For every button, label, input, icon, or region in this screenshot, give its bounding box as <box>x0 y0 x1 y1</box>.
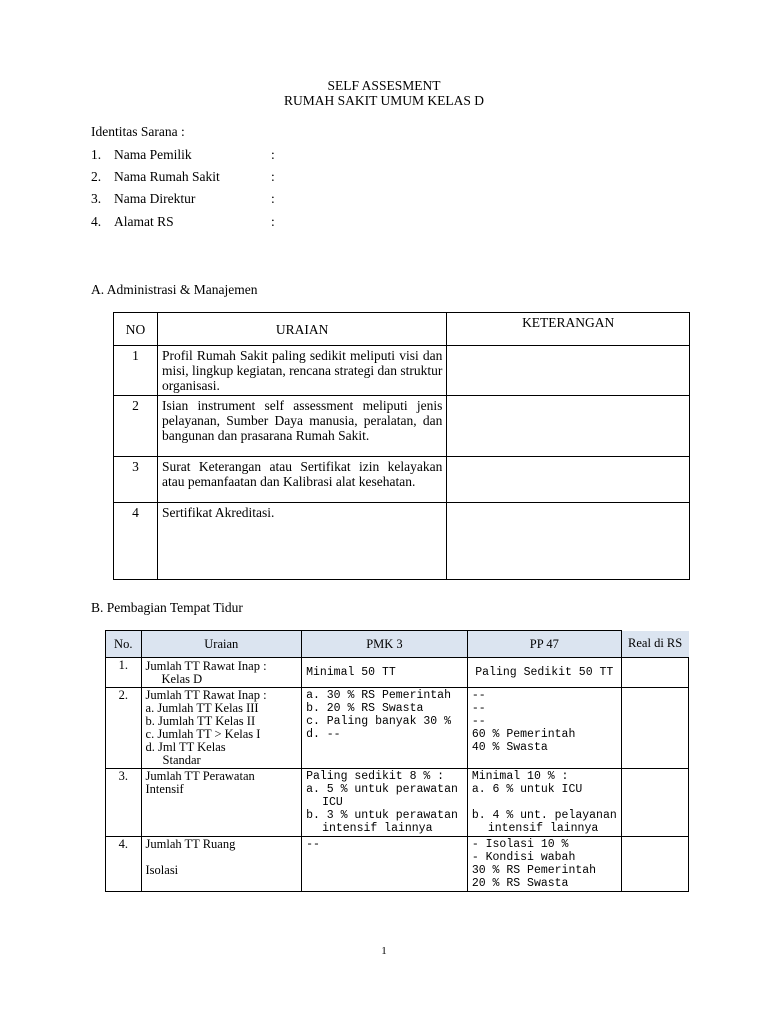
cell-line: Jumlah TT Ruang <box>145 837 236 851</box>
identity-label: Alamat RS <box>114 214 174 229</box>
identity-colon: : <box>271 191 275 206</box>
column-header-real: Real di RS <box>621 631 688 658</box>
identity-number: 4. <box>91 214 102 229</box>
cell-line: b. 20 % RS Swasta <box>306 702 424 715</box>
row-number: 4 <box>114 503 158 580</box>
table-row <box>114 346 690 396</box>
cell-line: a. 30 % RS Pemerintah <box>306 689 451 702</box>
row-pmk <box>302 658 468 688</box>
document-title-line1: SELF ASSESMENT <box>327 78 441 93</box>
table-header-row <box>106 631 689 658</box>
column-header-uraian: Uraian <box>141 631 302 658</box>
row-pp <box>467 658 621 688</box>
cell-line: 40 % Swasta <box>471 741 548 754</box>
row-number: 1. <box>106 658 142 688</box>
identity-number: 3. <box>91 191 102 206</box>
row-pp <box>467 769 621 837</box>
row-keterangan <box>447 396 690 457</box>
cell-line: Isolasi <box>145 863 179 877</box>
cell-line: d. Jml TT Kelas <box>145 740 226 754</box>
row-number: 3 <box>114 457 158 503</box>
cell-line <box>472 796 617 809</box>
identity-label: Nama Direktur <box>114 191 196 206</box>
row-uraian <box>141 688 302 769</box>
cell-line: Minimal 10 % : <box>471 770 569 783</box>
cell-line: Jumlah TT Perawatan <box>145 769 255 783</box>
cell-line: -- <box>471 715 486 728</box>
row-real <box>621 658 688 688</box>
column-header-uraian: URAIAN <box>157 313 446 346</box>
column-header-keterangan: KETERANGAN <box>447 313 690 346</box>
table-row <box>114 503 690 580</box>
row-uraian <box>141 837 302 892</box>
column-header-no: NO <box>114 313 158 346</box>
cell-line: -- <box>471 702 486 715</box>
cell-line: a. 5 % untuk perawatan <box>306 783 458 796</box>
cell-line: -- <box>471 689 486 702</box>
cell-line: a. 6 % untuk ICU <box>471 783 583 796</box>
table-row <box>114 457 690 503</box>
cell-line: Jumlah TT Rawat Inap : <box>145 688 267 702</box>
row-number: 3. <box>106 769 142 837</box>
identity-colon: : <box>271 147 275 162</box>
cell-line: 30 % RS Pemerintah <box>471 864 597 877</box>
cell-line: - Kondisi wabah <box>471 851 576 864</box>
cell-line: d. -- <box>306 728 341 741</box>
page-number: 1 <box>381 945 387 957</box>
identity-colon: : <box>271 214 275 229</box>
identity-label: Nama Rumah Sakit <box>114 169 220 184</box>
column-header-pmk: PMK 3 <box>302 631 468 658</box>
row-uraian: Profil Rumah Sakit paling sedikit meliputi visi dan misi, lingkup kegiatan, rencana strategi dan struktur organisasi. <box>157 346 446 396</box>
cell-line: Minimal 50 TT <box>306 666 396 679</box>
identity-heading: Identitas Sarana : <box>91 124 185 139</box>
document-title-line2: RUMAH SAKIT UMUM KELAS D <box>283 93 484 108</box>
row-pmk <box>302 688 468 769</box>
cell-line: intensif lainnya <box>487 822 599 835</box>
row-uraian <box>141 658 302 688</box>
cell-line: b. 4 % unt. pelayanan <box>471 809 617 822</box>
cell-line: ICU <box>322 796 343 809</box>
row-pp <box>467 837 621 892</box>
identity-label: Nama Pemilik <box>114 147 192 162</box>
bed-allocation-table <box>105 630 689 892</box>
cell-line: Paling Sedikit 50 TT <box>475 666 614 679</box>
column-header-pp: PP 47 <box>467 631 621 658</box>
row-keterangan <box>447 346 690 396</box>
section-b-heading: B. Pembagian Tempat Tidur <box>91 600 243 615</box>
identity-colon: : <box>271 169 275 184</box>
row-real <box>621 769 688 837</box>
row-uraian <box>141 769 302 837</box>
cell-line: c. Paling banyak 30 % <box>306 715 451 728</box>
row-pp <box>467 688 621 769</box>
cell-line: - Isolasi 10 % <box>471 838 569 851</box>
cell-line: Standar <box>162 753 201 767</box>
identity-number: 2. <box>91 169 102 184</box>
row-keterangan <box>447 457 690 503</box>
table-row <box>106 837 689 892</box>
row-real <box>621 837 688 892</box>
row-uraian: Isian instrument self assessment meliputi jenis pelayanan, Sumber Daya manusia, peralatan, dan bangunan dan prasarana Rumah Sakit. <box>157 396 446 457</box>
cell-line: Paling sedikit 8 % : <box>306 770 445 783</box>
cell-line: intensif lainnya <box>322 822 433 835</box>
cell-line: Kelas D <box>161 672 203 686</box>
column-header-no: No. <box>106 631 142 658</box>
cell-line: b. Jumlah TT Kelas II <box>145 714 256 728</box>
row-real <box>621 688 688 769</box>
cell-line: Intensif <box>145 782 184 796</box>
cell-line: -- <box>306 838 320 851</box>
cell-line: 60 % Pemerintah <box>471 728 576 741</box>
cell-line: Jumlah TT Rawat Inap : <box>145 659 267 673</box>
row-pmk <box>302 769 468 837</box>
administration-table <box>113 312 690 580</box>
table-row <box>106 658 689 688</box>
row-number: 4. <box>106 837 142 892</box>
cell-line: 20 % RS Swasta <box>471 877 569 890</box>
identity-number: 1. <box>91 147 102 162</box>
row-number: 2. <box>106 688 142 769</box>
cell-line: a. Jumlah TT Kelas III <box>145 701 259 715</box>
table-row <box>114 396 690 457</box>
row-number: 1 <box>114 346 158 396</box>
cell-line: b. 3 % untuk perawatan <box>306 809 458 822</box>
cell-line: c. Jumlah TT > Kelas I <box>145 727 261 741</box>
row-pmk <box>302 837 468 892</box>
table-row <box>106 688 689 769</box>
row-number: 2 <box>114 396 158 457</box>
table-row <box>106 769 689 837</box>
row-uraian: Surat Keterangan atau Sertifikat izin kelayakan atau pemanfaatan dan Kalibrasi alat kesehatan. <box>157 457 446 503</box>
table-header-row <box>114 313 690 346</box>
row-keterangan <box>447 503 690 580</box>
section-a-heading: A. Administrasi & Manajemen <box>91 282 258 297</box>
row-uraian: Sertifikat Akreditasi. <box>157 503 446 580</box>
